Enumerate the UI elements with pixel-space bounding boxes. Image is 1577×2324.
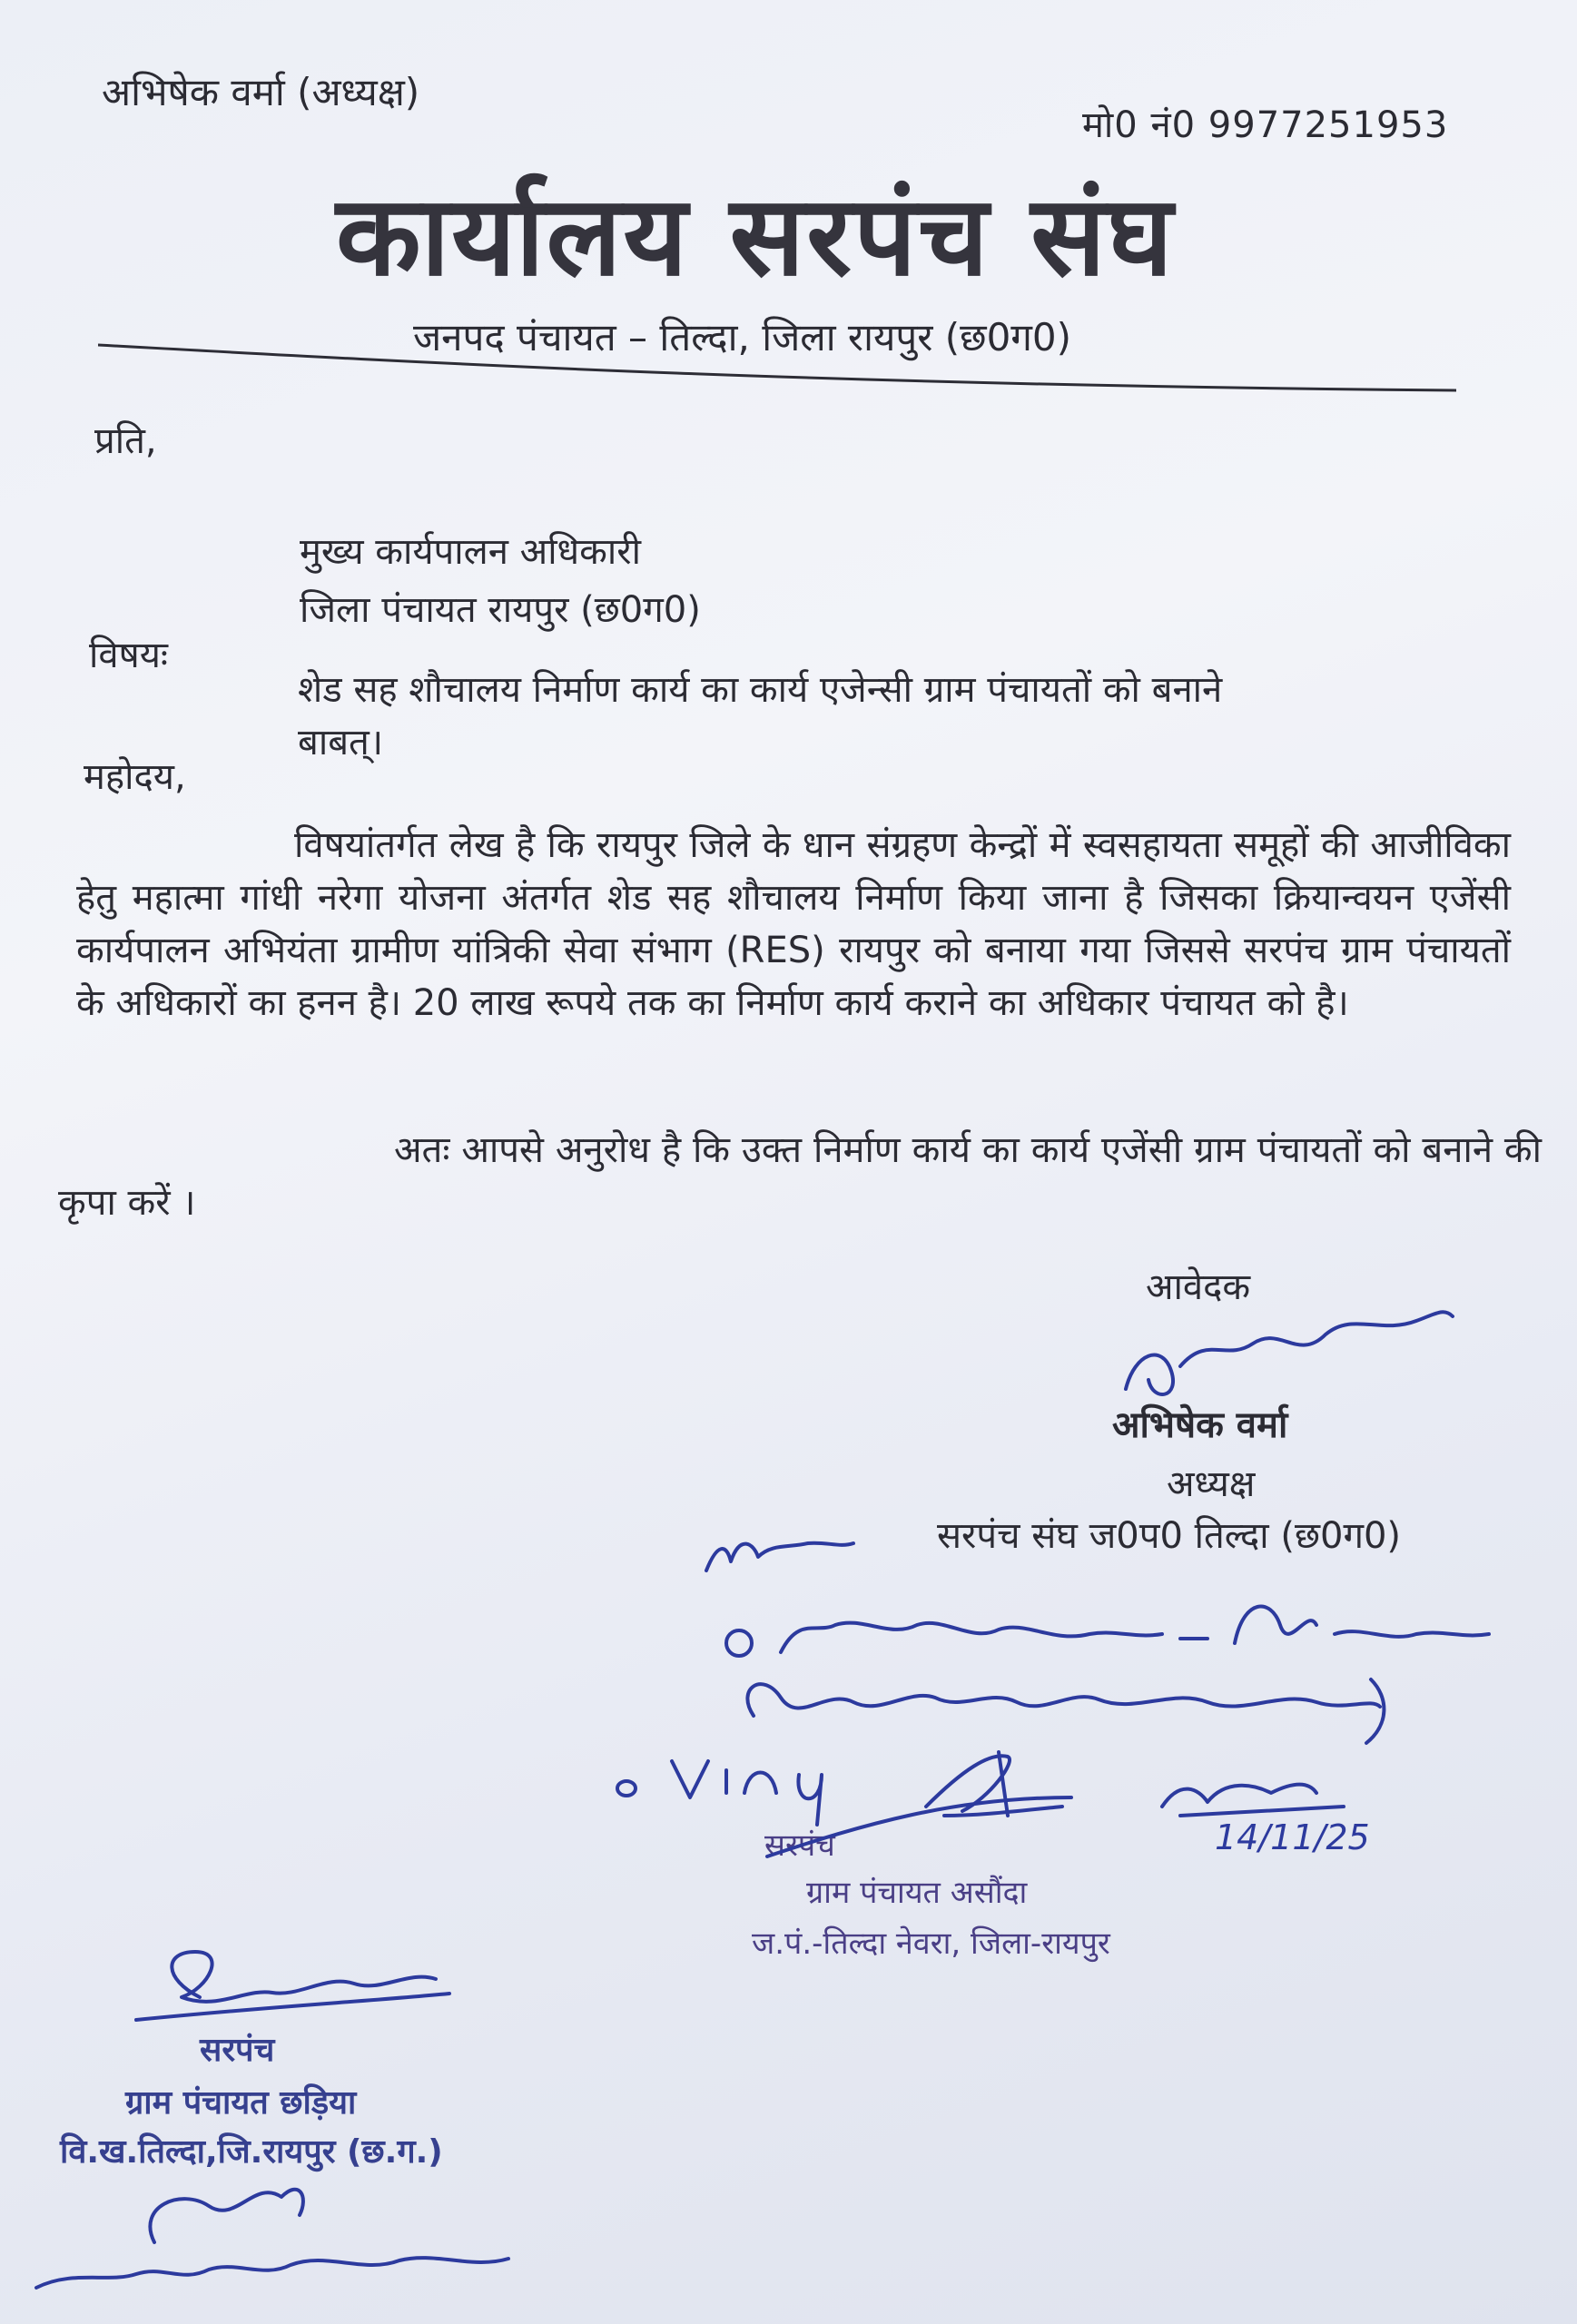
signatory-organization: सरपंच संघ ज0प0 तिल्दा (छ0ग0): [937, 1515, 1402, 1557]
salutation: महोदय,: [84, 756, 186, 798]
stamp-chhadiya-line1: ग्राम पंचायत छड़िया: [125, 2084, 357, 2122]
signature-president: [1126, 1312, 1453, 1394]
to-label: प्रति,: [94, 420, 157, 462]
stamp-chhadiya-title: सरपंच: [200, 2032, 275, 2069]
signature-initials: [706, 1543, 853, 1571]
body-paragraph-2: अतः आपसे अनुरोध है कि उक्त निर्माण कार्य का कार्य एजेंसी ग्राम पंचायतों को बनाने की कृपा करें ।: [58, 1129, 1542, 1224]
subject-line1: शेड सह शौचालय निर्माण कार्य का कार्य एजेन्सी ग्राम पंचायतों को बनाने: [298, 669, 1223, 711]
office-title: कार्यालय सरपंच संघ: [336, 172, 1175, 300]
signature-line-2: [747, 1679, 1384, 1743]
signature-chhadiya: [136, 1952, 449, 2020]
letterhead-divider: [98, 338, 1456, 396]
stamp-asonda-line1: ग्राम पंचायत असौंदा: [806, 1875, 1028, 1911]
stamp-asonda-line2: ज.पं.-तिल्दा नेवरा, जिला-रायपुर: [752, 1925, 1110, 1962]
body-paragraph-1: विषयांतर्गत लेख है कि रायपुर जिले के धान संग्रहण केन्द्रों में स्वसहायता समूहों की आजीविका हेतु महात्मा गांधी नरेगा योजना अंतर्गत शेड सह शौचालय निर्माण किया जाना है जिसका क्रियान्वयन एजेंसी कार्यपालन अभियंता ग्रामीण यांत्रिकी सेवा संभाग (RES) रायपुर को बनाया गया जिससे सरपंच ग्राम पंचायतों के अधिकारों का हनन है। 20 लाख रूपये तक का निर्माण कार्य कराने का अधिकार पंचायत को है।: [76, 824, 1511, 1024]
applicant-label: आवेदक: [1146, 1266, 1251, 1308]
recipient-line1: मुख्य कार्यपालन अधिकारी: [300, 531, 641, 573]
stamp-chhadiya-line2: वि.ख.तिल्दा,जि.रायपुर (छ.ग.): [60, 2133, 443, 2171]
signature-dated: [1162, 1785, 1344, 1816]
signature-line-1: [726, 1607, 1489, 1656]
signature-representative: [36, 2190, 508, 2288]
stamp-asonda-title: सरपंच: [764, 1827, 835, 1864]
office-location: जनपद पंचायत – तिल्दा, जिला रायपुर (छ0ग0): [413, 315, 1072, 359]
subject-line2: बाबत्।: [298, 722, 383, 763]
mobile-number: मो0 नं0 9977251953: [1082, 104, 1449, 146]
signatory-name: अभिषेक वर्मा: [1112, 1404, 1288, 1446]
signature-vinay: [617, 1761, 822, 1825]
recipient-line2: जिला पंचायत रायपुर (छ0ग0): [300, 589, 701, 631]
president-heading: अभिषेक वर्मा (अध्यक्ष): [102, 70, 420, 114]
signatory-designation: अध्यक्ष: [1167, 1463, 1256, 1505]
subject-label: विषयः: [89, 635, 168, 676]
handwritten-date: 14/11/25: [1215, 1817, 1370, 1857]
